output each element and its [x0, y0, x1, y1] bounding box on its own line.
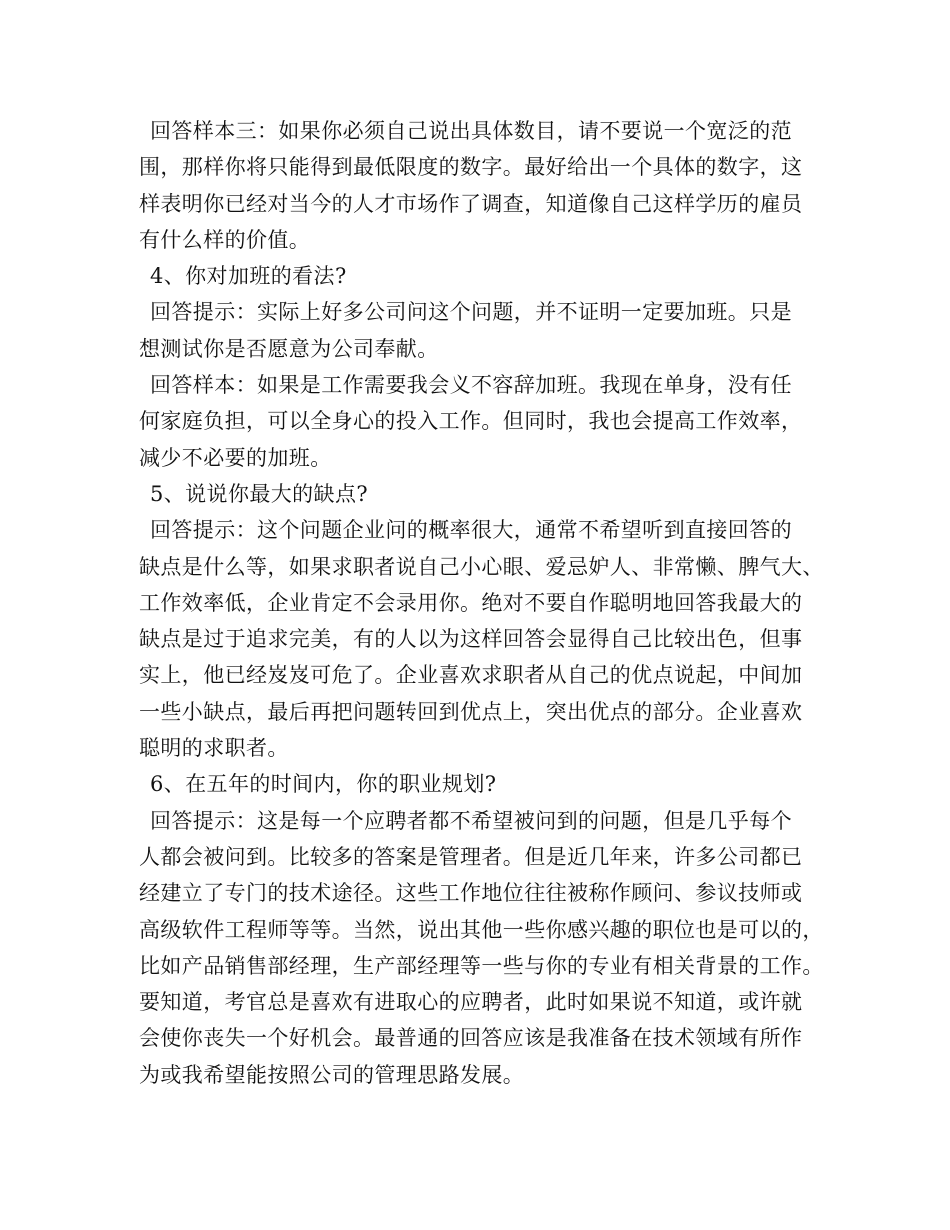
- paragraph-line: 何家庭负担，可以全身心的投入工作。但同时，我也会提高工作效率，: [139, 409, 803, 434]
- paragraph-line: 回答提示：这个问题企业问的概率很大，通常不希望听到直接回答的: [150, 518, 792, 543]
- paragraph-line: 为或我希望能按照公司的管理思路发展。: [139, 1062, 525, 1087]
- paragraph-line: 想测试你是否愿意为公司奉献。: [139, 336, 439, 361]
- question-heading: 5、说说你最大的缺点?: [150, 481, 369, 506]
- paragraph-line: 围，那样你将只能得到最低限度的数字。最好给出一个具体的数字，这: [139, 155, 803, 180]
- paragraph-line: 会使你丧失一个好机会。最普通的回答应该是我准备在技术领域有所作: [139, 1026, 803, 1051]
- document-body: [139, 113, 829, 1093]
- paragraph-line: 缺点是过于追求完美，有的人以为这样回答会显得自己比较出色，但事: [139, 627, 803, 652]
- paragraph-line: 一些小缺点，最后再把问题转回到优点上，突出优点的部分。企业喜欢: [139, 699, 803, 724]
- paragraph-line: 经建立了专门的技术途径。这些工作地位往往被称作顾问、参议技师或: [139, 881, 803, 906]
- paragraph-line: 回答样本：如果是工作需要我会义不容辞加班。我现在单身，没有任: [150, 373, 792, 398]
- paragraph-line: 比如产品销售部经理，生产部经理等一些与你的专业有相关背景的工作。: [139, 953, 824, 978]
- paragraph-line: 样表明你已经对当今的人才市场作了调查，知道像自己这样学历的雇员: [139, 191, 803, 216]
- paragraph-line: 聪明的求职者。: [139, 736, 289, 761]
- paragraph-line: 回答提示：实际上好多公司问这个问题，并不证明一定要加班。只是: [150, 300, 792, 325]
- paragraph-line: 有什么样的价值。: [139, 227, 311, 252]
- question-heading: 4、你对加班的看法?: [150, 264, 347, 289]
- paragraph-line: 工作效率低，企业肯定不会录用你。绝对不要自作聪明地回答我最大的: [139, 590, 803, 615]
- paragraph-line: 回答样本三：如果你必须自己说出具体数目，请不要说一个宽泛的范: [150, 119, 792, 143]
- paragraph-line: 要知道，考官总是喜欢有进取心的应聘者，此时如果说不知道，或许就: [139, 990, 803, 1015]
- paragraph-line: 人都会被问到。比较多的答案是管理者。但是近几年来，许多公司都已: [139, 844, 803, 869]
- paragraph-line: 减少不必要的加班。: [139, 445, 332, 470]
- question-heading: 6、在五年的时间内，你的职业规划?: [150, 772, 497, 797]
- paragraph-line: 缺点是什么等，如果求职者说自己小心眼、爱忌妒人、非常懒、脾气大、: [139, 554, 824, 579]
- paragraph-line: 回答提示：这是每一个应聘者都不希望被问到的问题，但是几乎每个: [150, 808, 792, 833]
- paragraph-line: 实上，他已经岌岌可危了。企业喜欢求职者从自己的优点说起，中间加: [139, 663, 803, 688]
- paragraph-line: 高级软件工程师等等。当然，说出其他一些你感兴趣的职位也是可以的，: [139, 917, 824, 942]
